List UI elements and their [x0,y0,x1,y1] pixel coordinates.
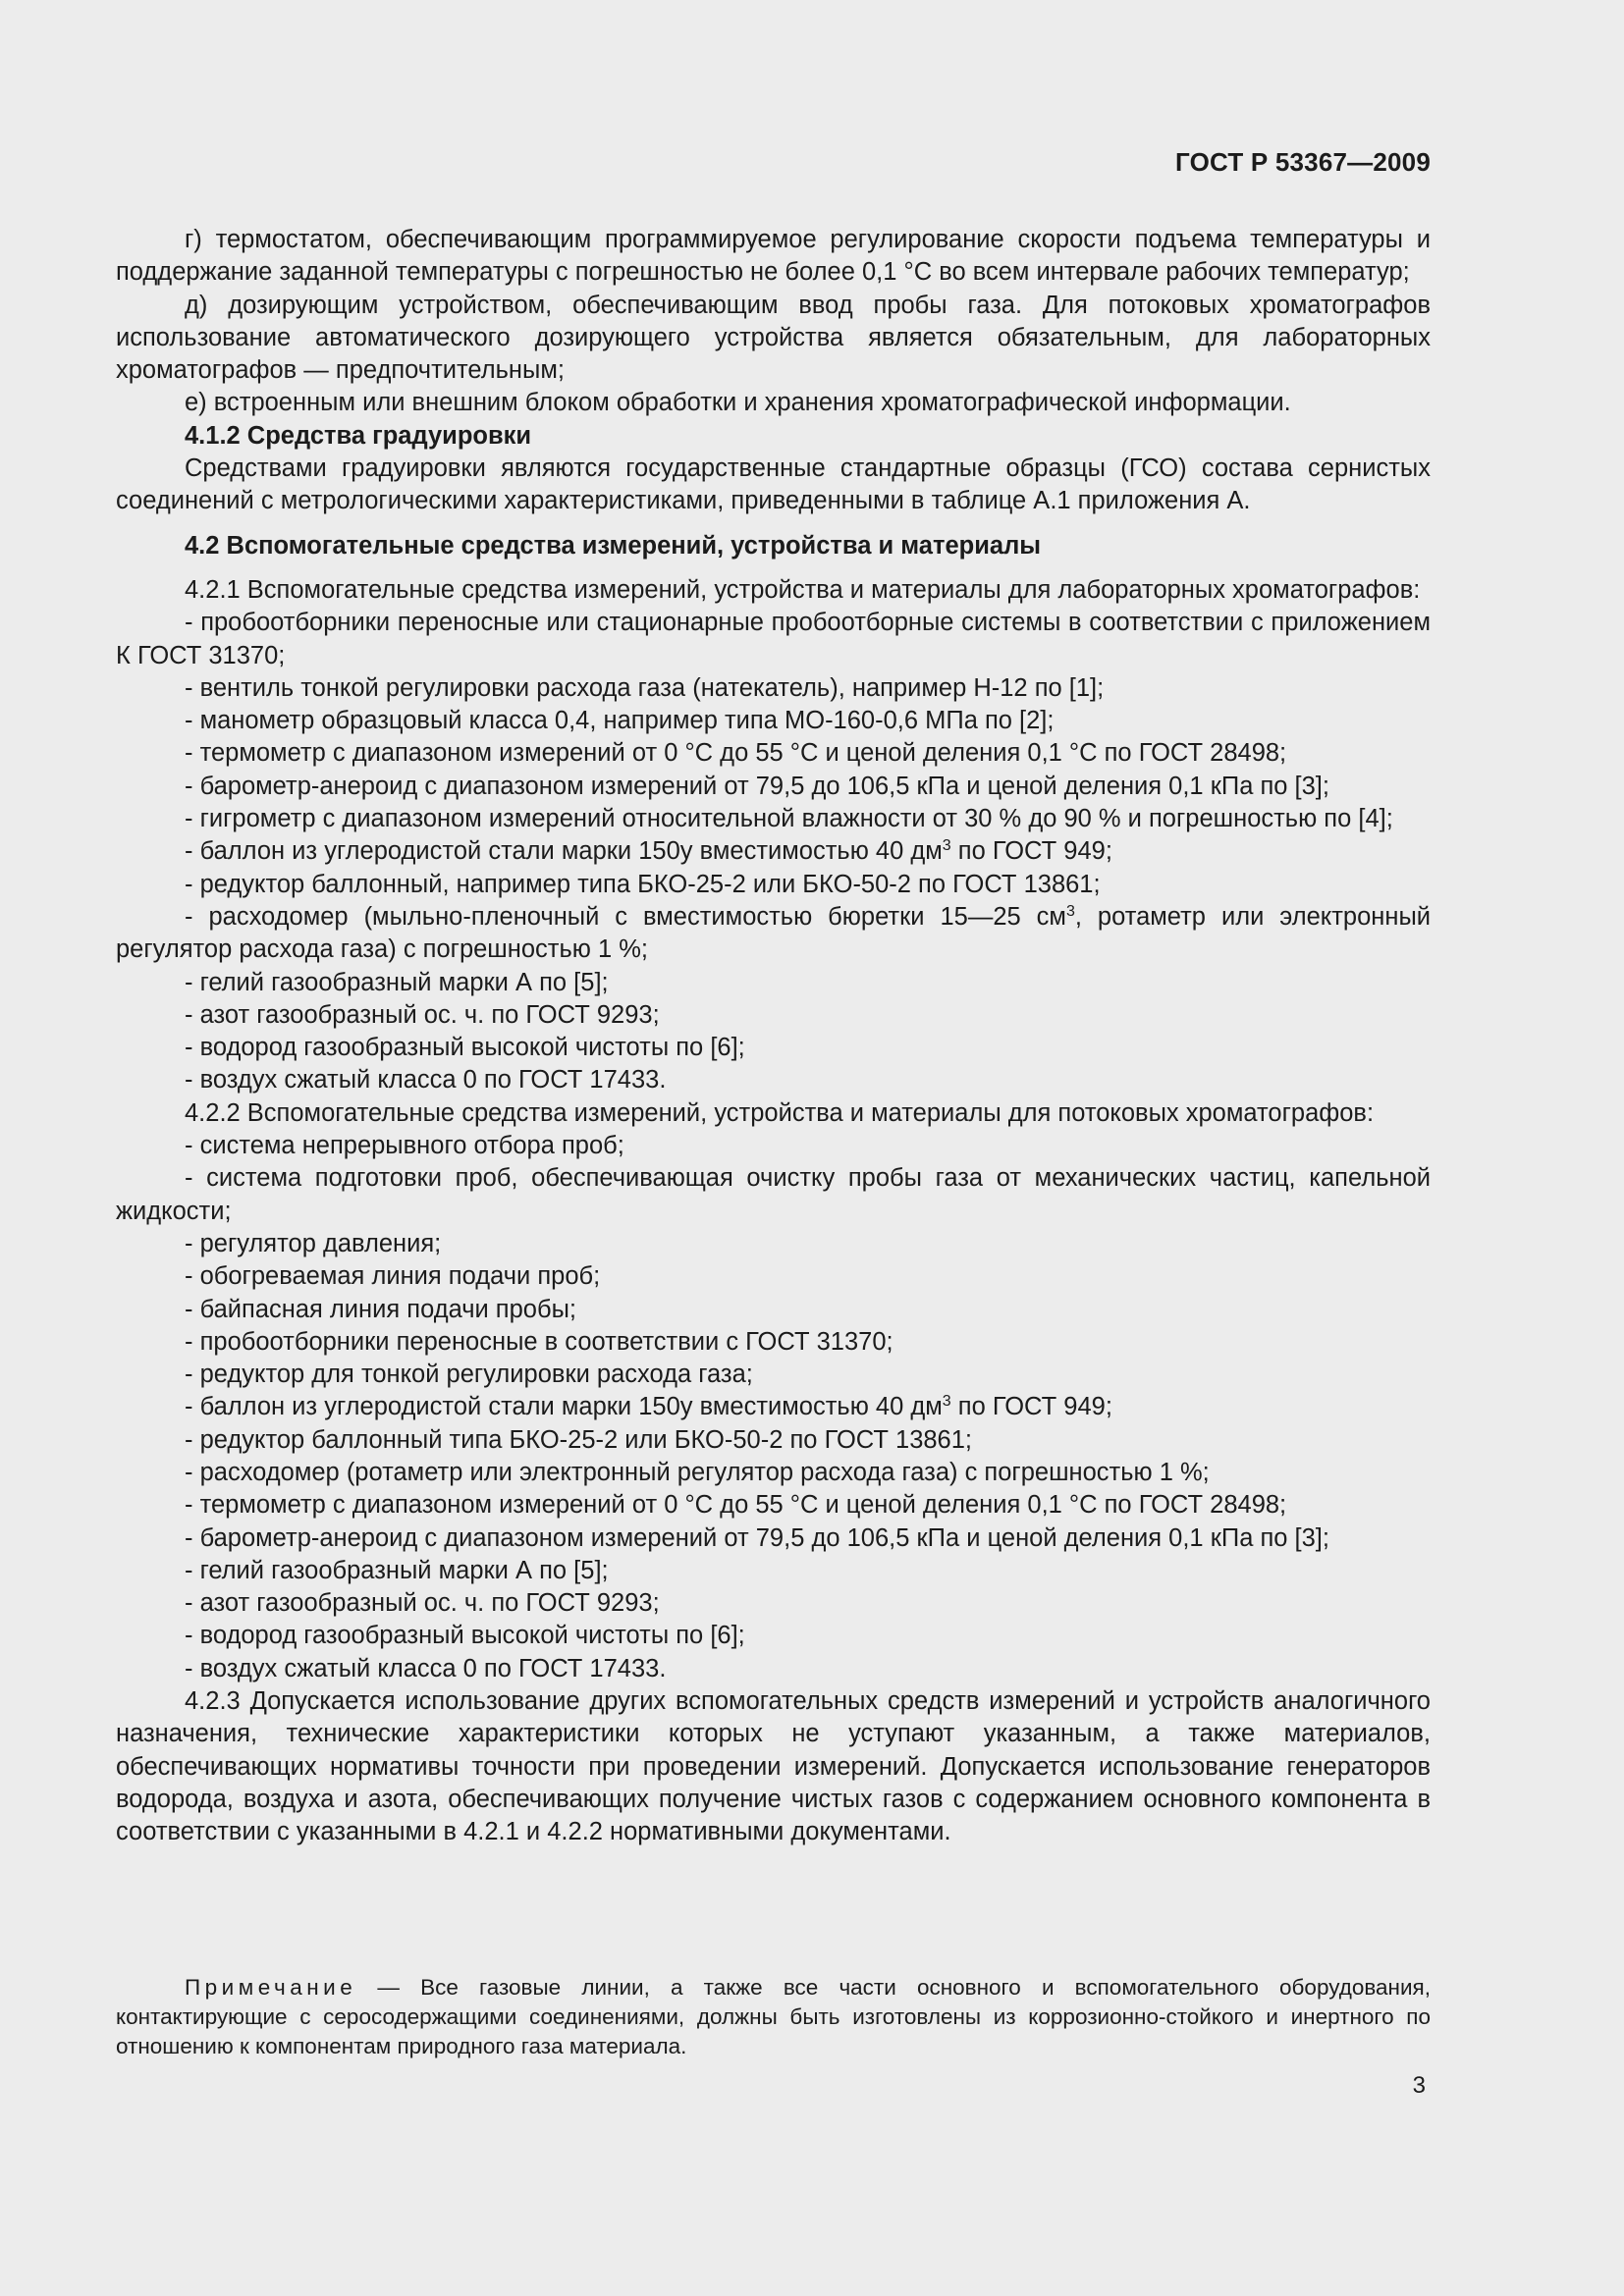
superscript: 3 [1065,902,1075,920]
list-item: - воздух сжатый класса 0 по ГОСТ 17433. [185,1066,667,1095]
list-item: - гелий газообразный марки А по [5]; [185,1556,609,1584]
document-header-id: ГОСТ Р 53367—2009 [1175,147,1431,177]
list-item: - регулятор давления; [185,1229,442,1257]
list-item: - пробоотборники переносные или стационарные пробоотборные системы в соответствии с приложением К ГОСТ 31370; [116,609,1431,669]
list-item: - водород газообразный высокой чистоты по [6]; [185,1034,745,1062]
list-item: - азот газообразный ос. ч. по ГОСТ 9293; [185,1589,660,1618]
list-item: - редуктор баллонный типа БКО-25-2 или БКО-50-2 по ГОСТ 13861; [185,1425,973,1454]
list-item: - вентиль тонкой регулировки расхода газа (натекатель), например Н-12 по [1]; [185,673,1105,702]
list-item-text: - баллон из углеродистой стали марки 150у вместимостью 40 дм [185,1393,943,1421]
list-item: - воздух сжатый класса 0 по ГОСТ 17433. [185,1654,667,1682]
paragraph-e: е) встроенным или внешним блоком обработки и хранения хроматографической информации. [185,389,1291,417]
list-item: - манометр образцовый класса 0,4, например типа МО-160-0,6 МПа по [2]; [185,707,1055,735]
list-item: - редуктор для тонкой регулировки расхода газа; [185,1361,753,1389]
list-item: - пробоотборники переносные в соответствии с ГОСТ 31370; [185,1327,893,1356]
paragraph-d: д) дозирующим устройством, обеспечивающим ввод пробы газа. Для потоковых хроматографов использование автоматического дозирующего устройства является обязательным, для лабораторных хроматографов — предпочтительным; [116,291,1431,385]
paragraph-g: г) термостатом, обеспечивающим программируемое регулирование скорости подъема температуры и поддержание заданной температуры с погрешностью не более 0,1 °С во всем интервале рабочих температур; [116,226,1431,287]
list-item: - обогреваемая линия подачи проб; [185,1262,601,1291]
list-item-text: - расходомер (мыльно-пленочный с вместимостью бюретки 15—25 см [185,902,1066,931]
list-item: - азот газообразный ос. ч. по ГОСТ 9293; [185,1000,660,1029]
heading-4-1-2: 4.1.2 Средства градуировки [185,421,532,450]
note-label: Примечание [185,1975,357,2000]
list-item [116,1391,1431,1423]
superscript: 3 [942,1393,951,1411]
document-body [116,224,1431,1849]
list-item: - байпасная линия подачи пробы; [185,1295,576,1323]
list-item: - барометр-анероид с диапазоном измерений от 79,5 до 106,5 кПа и ценой деления 0,1 кПа по [3]; [185,1523,1329,1552]
paragraph-4-2-1: 4.2.1 Вспомогательные средства измерений, устройства и материалы для лабораторных хроматографов: [185,575,1421,604]
list-item: - редуктор баллонный, например типа БКО-25-2 или БКО-50-2 по ГОСТ 13861; [185,870,1101,898]
page-number: 3 [1412,2072,1426,2099]
list-item-text: - баллон из углеродистой стали марки 150у вместимостью 40 дм [185,837,943,866]
list-item: - гигрометр с диапазоном измерений относительной влажности от 30 % до 90 % и погрешностью по [4]; [185,805,1393,833]
list-item: - термометр с диапазоном измерений от 0 °С до 55 °С и ценой деления 0,1 °С по ГОСТ 28498; [185,1491,1287,1520]
list-item: - барометр-анероид с диапазоном измерений от 79,5 до 106,5 кПа и ценой деления 0,1 кПа по [3]; [185,772,1329,800]
note-dash: — [356,1975,421,2000]
note-text: Все газовые линии, а также все части основного и вспомогательного оборудования, контактирующие с серосодержащими соединениями, должны быть изготовлены из коррозионно-стойкого и инертного по отношению к компонентам природного газа материала. [116,1975,1431,2058]
list-item-text: , ротаметр или электронный регулятор расхода газа) с погрешностью 1 %; [116,902,1432,964]
paragraph-4-2-2: 4.2.2 Вспомогательные средства измерений, устройства и материалы для потоковых хроматографов: [185,1098,1375,1127]
paragraph-4-1-2: Средствами градуировки являются государственные стандартные образцы (ГСО) состава сернистых соединений с метрологическими характеристиками, приведенными в таблице А.1 приложения А. [116,454,1431,515]
list-item: - гелий газообразный марки А по [5]; [185,968,609,996]
note-block [116,1973,1431,2061]
list-item [116,901,1431,967]
paragraph-4-2-3: 4.2.3 Допускается использование других вспомогательных средств измерений и устройств аналогичного назначения, технические характеристики которых не уступают указанным, а также материалов, обеспечивающих нормативы точности при проведении измерений. Допускается использование генераторов водорода, воздуха и азота, обеспечивающих получение чистых газов с содержанием основного компонента в соответствии с указанными в 4.2.1 и 4.2.2 нормативными документами. [116,1687,1431,1846]
heading-4-2: 4.2 Вспомогательные средства измерений, устройства и материалы [185,531,1042,560]
list-item-text: по ГОСТ 949; [950,1393,1112,1421]
list-item: - термометр с диапазоном измерений от 0 °С до 55 °С и ценой деления 0,1 °С по ГОСТ 28498; [185,739,1287,768]
list-item: - расходомер (ротаметр или электронный регулятор расхода газа) с погрешностью 1 %; [185,1458,1210,1486]
list-item [116,835,1431,868]
list-item: - система подготовки проб, обеспечивающая очистку пробы газа от механических частиц, капельной жидкости; [116,1164,1431,1225]
list-item-text: по ГОСТ 949; [950,837,1112,866]
list-item: - водород газообразный высокой чистоты по [6]; [185,1622,745,1650]
list-item: - система непрерывного отбора проб; [185,1132,624,1160]
superscript: 3 [942,837,951,855]
